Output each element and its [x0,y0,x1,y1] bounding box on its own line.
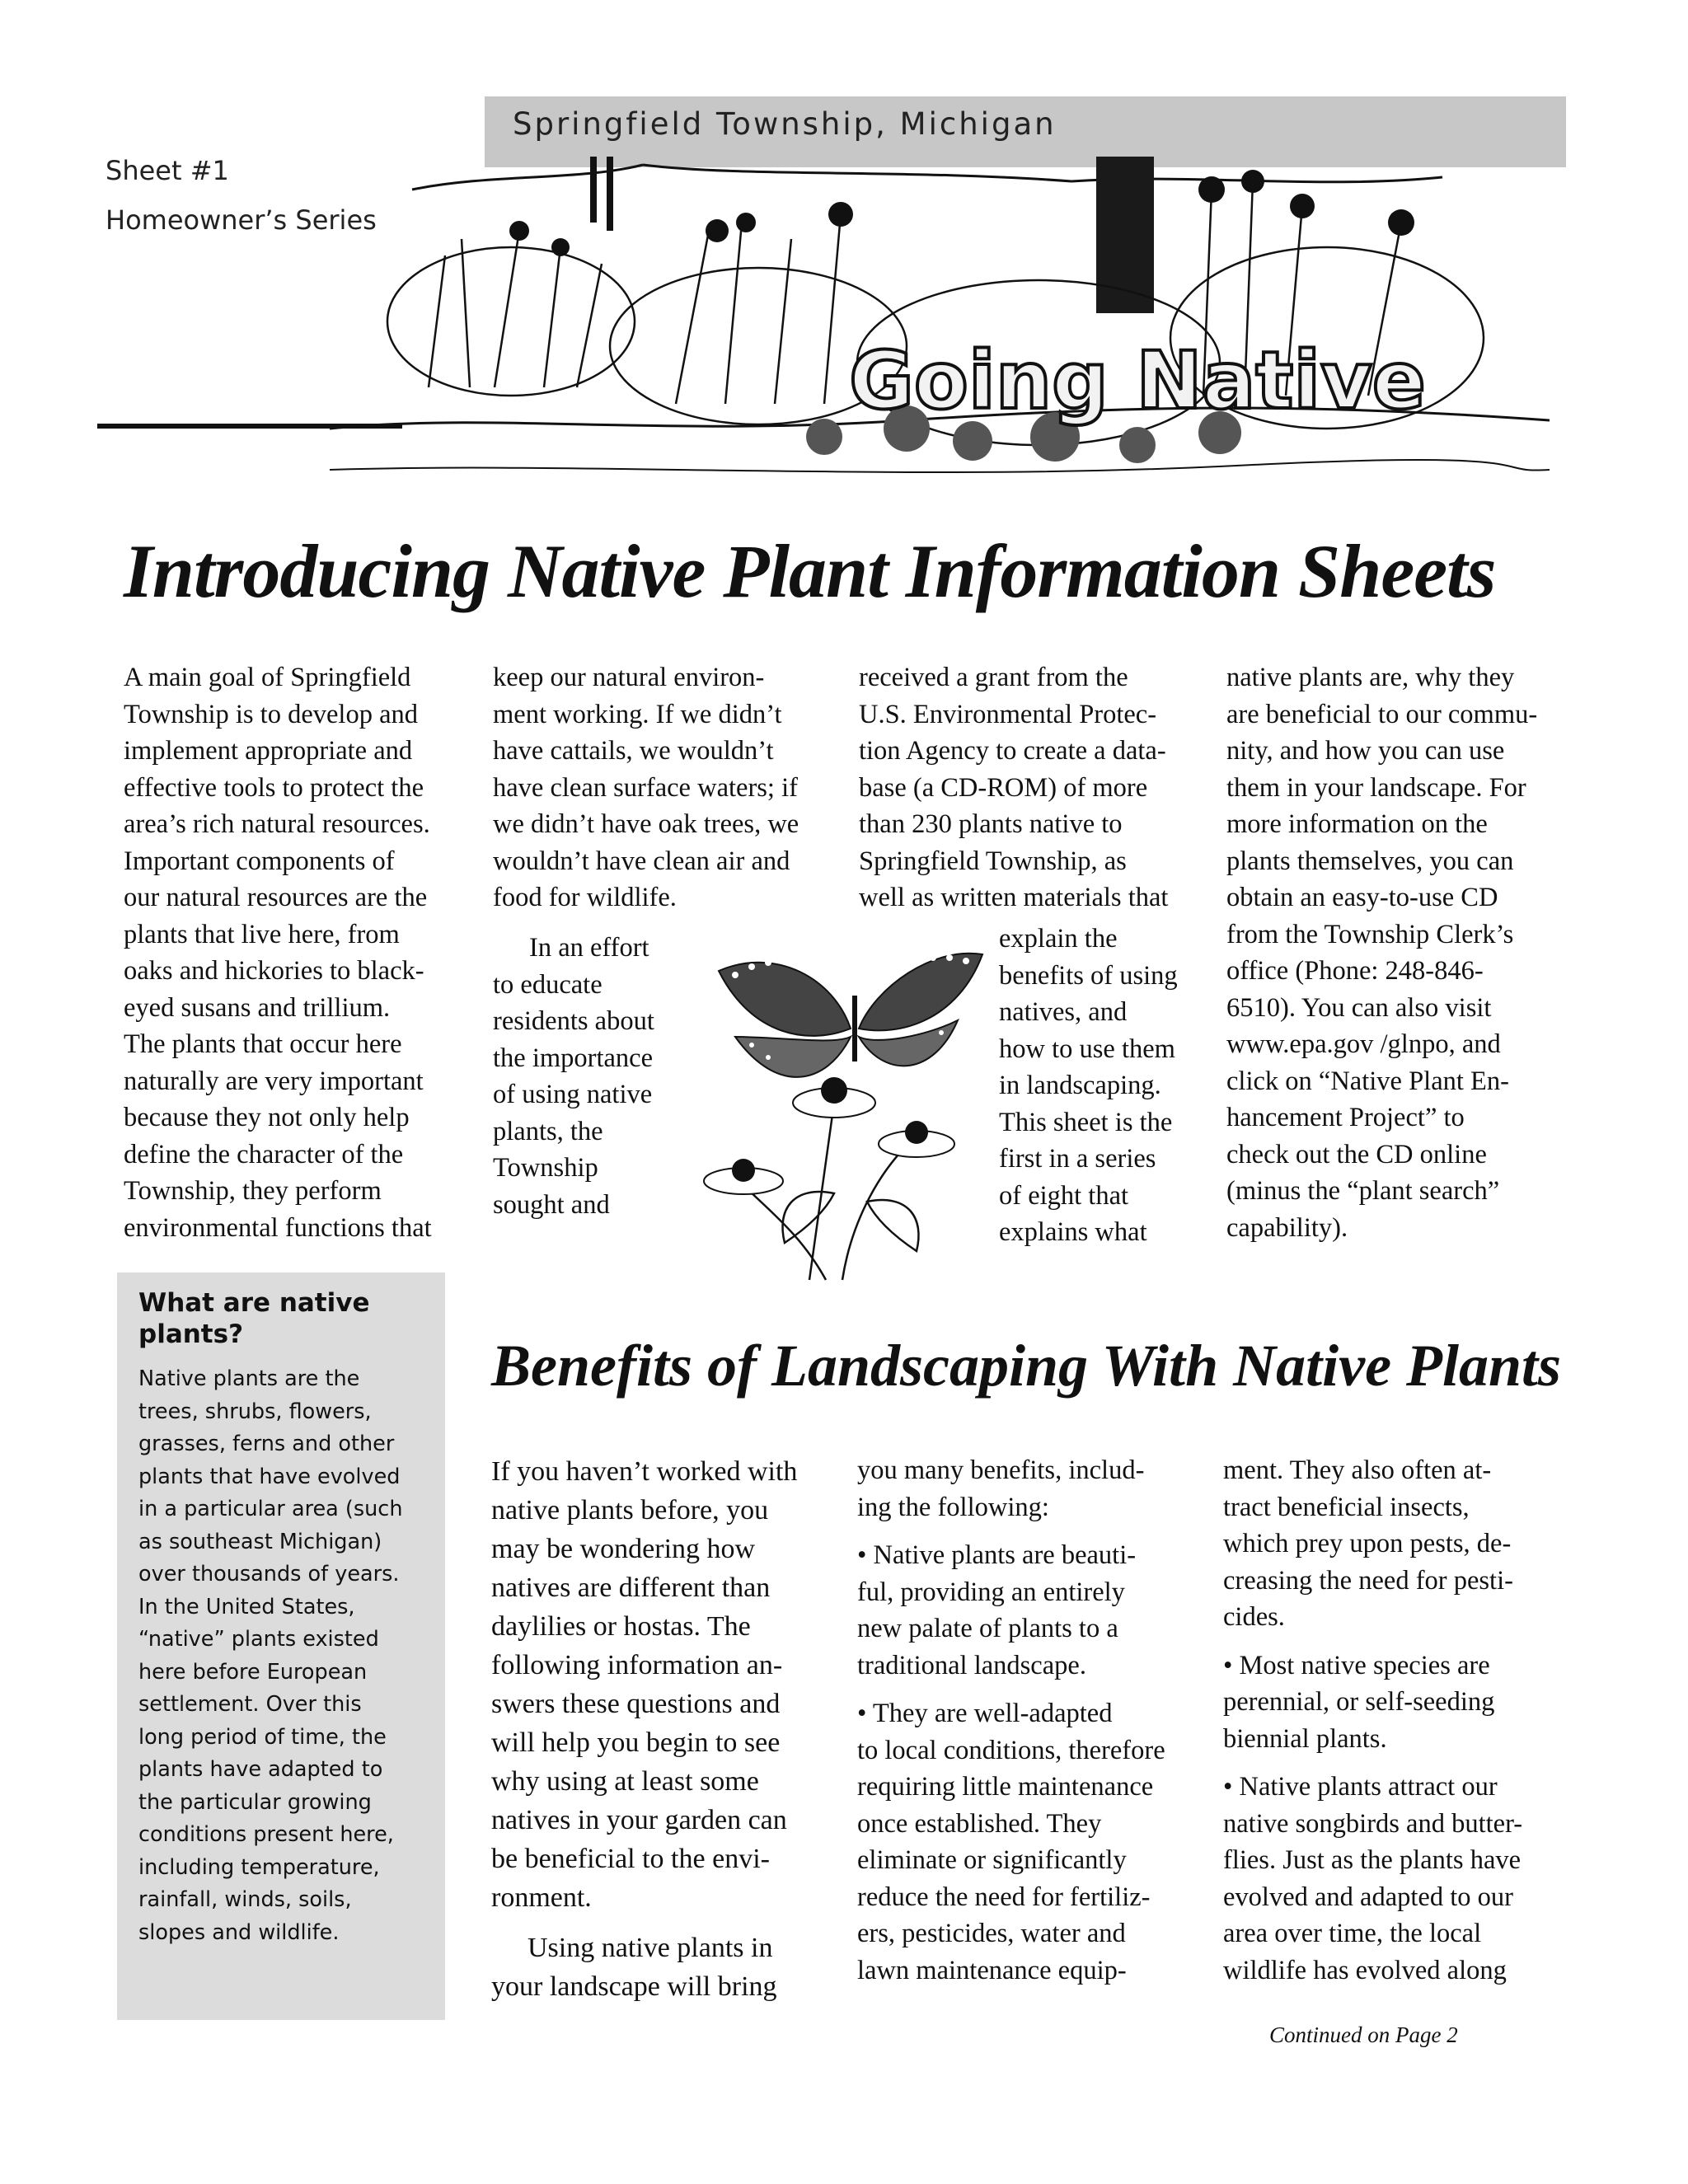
text-line: your landscape will bring [491,1971,777,2002]
text-line: obtain an easy-to-use CD [1226,883,1498,912]
text-line: explain the [999,924,1118,954]
paragraph-gap [1223,1636,1569,1647]
sheet-number: Sheet #1 [106,155,229,186]
text-line: base (a CD-ROM) of more [859,772,1148,803]
text-line: nity, and how you can use [1226,736,1505,766]
text-line: Important components of [124,846,395,876]
text-line: long period of time, the [138,1724,387,1750]
text-line: well as written materials that [859,883,1169,912]
text-line: explains what [999,1217,1147,1247]
text-line: A main goal of Springfield [124,663,411,692]
text-line: click on “Native Plant En- [1226,1066,1509,1096]
text-line: of using native [493,1080,653,1109]
text-line: the importance [493,1043,654,1073]
text-line: may be wondering how [491,1534,756,1564]
paragraph-gap [1223,1757,1569,1769]
text-line: our natural resources are the [124,883,428,912]
text-line: slopes and wildlife. [138,1919,340,1945]
text-line: plants themselves, you can [1226,846,1514,876]
text-line: benefits of using [999,960,1178,991]
text-line: the particular growing [138,1789,372,1815]
text-line: office (Phone: 248-846- [1226,956,1484,986]
text-line: sought and [493,1189,610,1220]
text-line: plants that live here, from [124,919,400,949]
text-line: you many benefits, includ- [857,1455,1145,1485]
text-line: wouldn’t have clean air and [493,846,790,876]
text-line: trees, shrubs, flowers, [138,1399,372,1424]
text-line: natives in your garden can [491,1805,787,1835]
intro-column-3 [859,659,1197,916]
text-line: eyed susans and trillium. [124,992,391,1023]
text-line: here before European [138,1659,368,1685]
text-line: keep our natural environ- [493,663,765,692]
text-line: of eight that [999,1180,1129,1211]
text-line: food for wildlife. [493,883,677,912]
bullet-item [1223,1647,1569,1758]
text-line: • They are well-adapted [857,1699,1113,1728]
text-line: lawn maintenance equip- [857,1955,1127,1985]
text-line: In the United States, [138,1594,355,1619]
text-line: perennial, or self-seeding [1223,1687,1495,1717]
text-line: once established. They [857,1808,1102,1839]
text-line: area over time, the local [1223,1919,1482,1948]
text-line: ment. They also often at- [1223,1455,1492,1485]
text-line: requiring little maintenance [857,1772,1154,1802]
text-line: evolved and adapted to our [1223,1882,1513,1912]
text-line: “native” plants existed [138,1627,379,1652]
text-line: define the character of the [124,1139,404,1169]
text-line: be beneficial to the envi- [491,1844,770,1874]
intro-column-3-wrap [999,921,1197,1251]
text-line: Township is to develop and [124,699,418,729]
text-line: because they not only help [124,1103,410,1132]
text-line: we didn’t have oak trees, we [493,809,799,839]
text-line: creasing the need for pesti- [1223,1565,1513,1596]
text-line: first in a series [999,1144,1156,1174]
intro-column-2 [493,659,831,916]
text-line: ment working. If we didn’t [493,699,782,729]
paragraph-gap [857,1526,1212,1537]
intro-column-4 [1226,659,1573,1246]
text-line: swers these questions and [491,1689,781,1719]
text-line: residents about [493,1006,654,1036]
text-line: oaks and hickories to black- [124,956,424,986]
paragraph [491,1929,837,2006]
intro-title: Introducing Native Plant Information Sheets [124,529,1496,613]
text-line: area’s rich natural resources. [124,809,430,839]
text-line: to local conditions, therefore [857,1735,1165,1765]
paragraph-gap [857,1684,1212,1695]
sidebar-heading: What are native plants? [138,1288,370,1349]
text-line: wildlife has evolved along [1223,1955,1507,1985]
text-line: daylilies or hostas. The [491,1611,751,1642]
text-line: plants, the [493,1116,603,1146]
text-line: • Most native species are [1223,1650,1490,1680]
text-line: to educate [493,969,603,1000]
bullet-item [857,1695,1212,1989]
text-line: naturally are very important [124,1066,424,1096]
intro-column-2-wrap [493,930,691,1223]
text-line: This sheet is the [999,1107,1173,1137]
text-line: natives, and [999,997,1128,1027]
text-line: effective tools to protect the [124,772,424,803]
text-line: will help you begin to see [491,1727,781,1758]
text-line: cides. [1223,1602,1285,1632]
text-line: over thousands of years. [138,1562,400,1586]
text-line: tract beneficial insects, [1223,1492,1470,1522]
text-line: eliminate or significantly [857,1845,1127,1875]
text-line: check out the CD online [1226,1139,1487,1169]
text-line: ronment. [491,1882,592,1913]
text-line: reduce the need for fertiliz- [857,1882,1151,1912]
text-line: grasses, ferns and other [138,1432,395,1456]
text-line: following information an- [491,1650,783,1680]
benefits-column-1 [491,1452,837,2006]
masthead-text: Going Native [849,335,1426,427]
bullet-item [1223,1769,1569,1989]
masthead-going-native [816,330,1459,429]
paragraph-gap [491,1917,837,1929]
paragraph [1223,1452,1569,1636]
text-line: them in your landscape. For [1226,772,1526,803]
text-line: Using native plants in [528,1933,773,1963]
text-line: Township [493,1153,598,1183]
text-line: ful, providing an entirely [857,1577,1125,1607]
text-line: In an effort [529,933,649,963]
text-line: as southeast Michigan) [138,1529,382,1554]
bullet-item [857,1537,1212,1684]
text-line: how to use them [999,1033,1175,1064]
text-line: biennial plants. [1223,1723,1387,1754]
text-line: conditions present here, [138,1822,394,1847]
text-line: in a particular area (such [138,1497,403,1521]
benefits-title: Benefits of Landscaping With Native Plants [491,1333,1562,1399]
text-line: including temperature, [138,1854,380,1880]
text-line: native plants are, why they [1226,663,1515,692]
series-label: Homeowner’s Series [106,204,377,236]
banner-title: Springfield Township, Michigan [513,106,1057,142]
masthead-logo [816,330,1459,429]
text-line: than 230 plants native to [859,809,1123,839]
text-line: settlement. Over this [138,1692,362,1717]
garden-illustration [330,157,1550,494]
text-line: Township, they perform [124,1176,382,1206]
text-line: have cattails, we wouldn’t [493,736,774,766]
text-line: Native plants are the [138,1366,360,1391]
text-line: U.S. Environmental Protec- [859,699,1157,729]
text-line: tion Agency to create a data- [859,736,1166,766]
text-line: • Native plants are beauti- [857,1540,1137,1570]
text-line: are beneficial to our commu- [1226,699,1538,729]
intro-column-1 [124,659,453,1246]
text-line: native songbirds and butter- [1223,1808,1523,1839]
paragraph [491,1452,837,1917]
text-line: (minus the “plant search” [1226,1176,1500,1206]
text-line: received a grant from the [859,663,1128,692]
text-line: which prey upon pests, de- [1223,1529,1512,1558]
text-line: environmental functions that [124,1212,432,1243]
text-line: Springfield Township, as [859,846,1127,876]
continued-note: Continued on Page 2 [1269,2022,1458,2047]
text-line: ing the following: [857,1492,1049,1522]
text-line: flies. Just as the plants have [1223,1845,1522,1875]
text-line: If you haven’t worked with [491,1456,798,1487]
text-line: capability). [1226,1212,1348,1243]
text-line: have clean surface waters; if [493,772,798,803]
paragraph [857,1452,1212,1526]
text-line: 6510). You can also visit [1226,992,1492,1023]
text-line: from the Township Clerk’s [1226,919,1514,949]
text-line: in landscaping. [999,1071,1161,1100]
benefits-column-3 [1223,1452,1569,1989]
text-line: plants that have evolved [138,1464,401,1489]
text-line: native plants before, you [491,1495,769,1526]
text-line: www.epa.gov /glnpo, and [1226,1029,1501,1059]
text-line: natives are different than [491,1572,771,1603]
text-line: The plants that occur here [124,1029,402,1059]
text-line: ers, pesticides, water and [857,1919,1126,1948]
butterfly-flower-illustration [686,946,1015,1292]
text-line: traditional landscape. [857,1650,1086,1680]
sidebar-body [138,1363,435,1949]
native-plants-sidebar [117,1272,445,2020]
text-line: why using at least some [491,1766,759,1797]
text-line: plants have adapted to [138,1757,383,1782]
text-line: rainfall, winds, soils, [138,1887,352,1912]
text-line: new palate of plants to a [857,1614,1118,1643]
text-line: hancement Project” to [1226,1103,1465,1132]
benefits-column-2 [857,1452,1212,1989]
text-line: • Native plants attract our [1223,1772,1498,1802]
text-line: more information on the [1226,809,1488,839]
text-line: implement appropriate and [124,736,413,766]
